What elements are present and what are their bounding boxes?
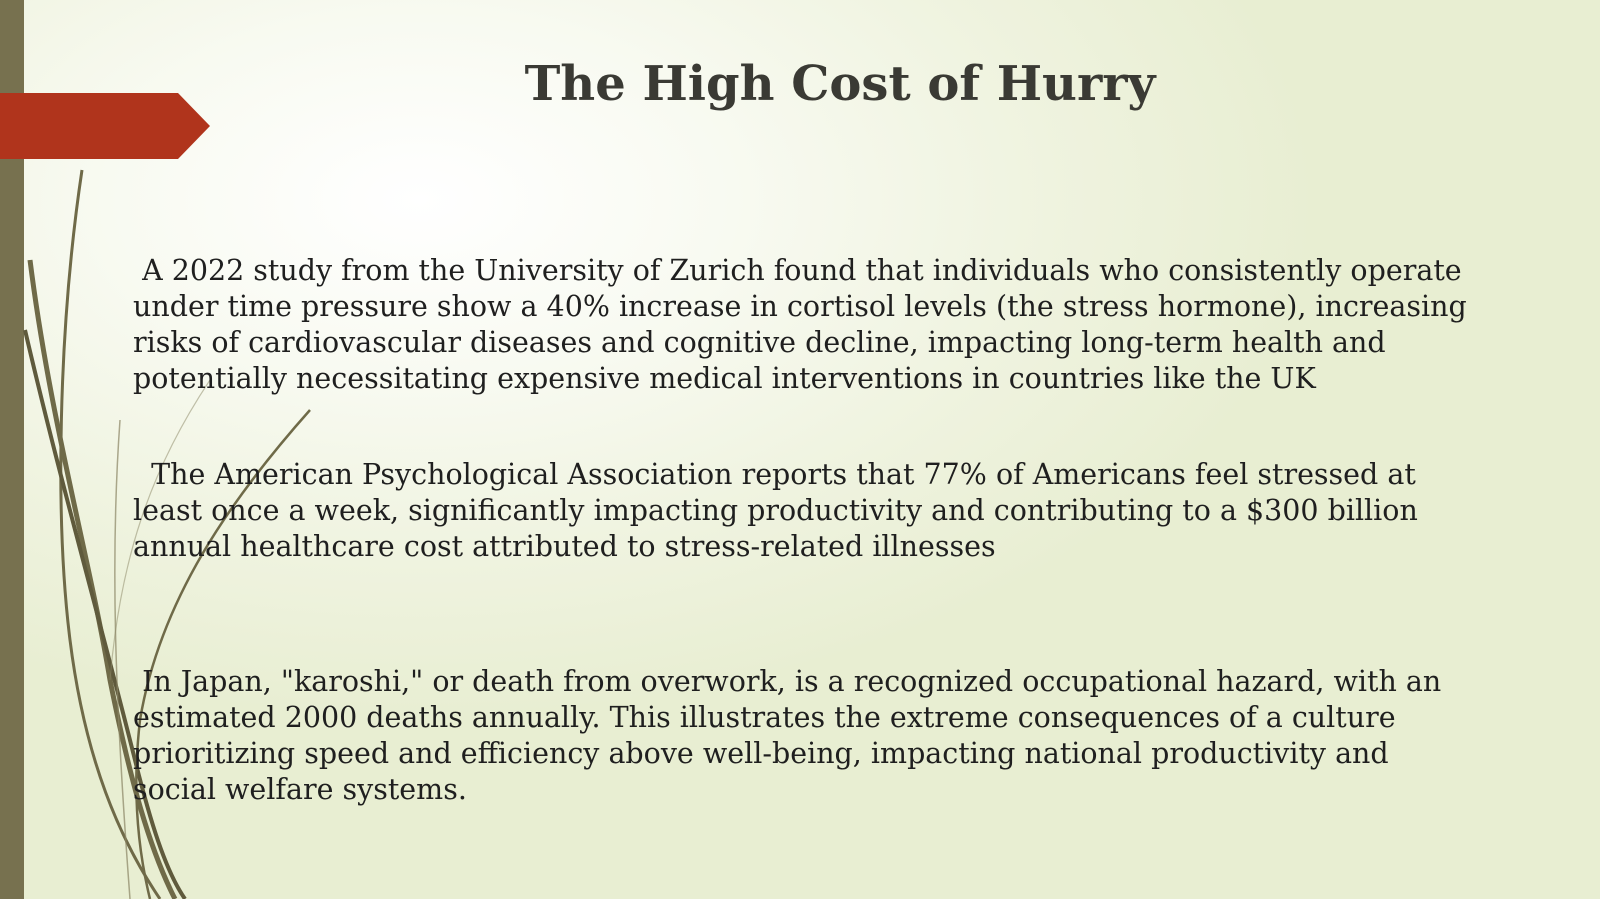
red-arrow-shape [0,93,210,159]
slide-title: The High Cost of Hurry [524,56,1156,112]
paragraph-zurich-study: A 2022 study from the University of Zurich found that individuals who consistently operate under time pressure show a 40% increase in cortisol levels (the stress hormone), increasing risks of cardiovascular diseases and cognitive decline, impacting long-term health and potentially necessitating expensive medical interventions in countries like the UK [133,254,1476,395]
paragraph-apa-report: The American Psychological Association reports that 77% of Americans feel stressed at least once a week, significantly impacting productivity and contributing to a $300 billion annual healthcare cost attributed to stress-related illnesses [133,458,1427,563]
paragraph-karoshi: In Japan, "karoshi," or death from overwork, is a recognized occupational hazard, with an estimated 2000 deaths annually. This illustrates the extreme consequences of a culture prioritizing speed and efficiency above well-being, impacting national productivity and social welfare systems. [133,665,1451,806]
